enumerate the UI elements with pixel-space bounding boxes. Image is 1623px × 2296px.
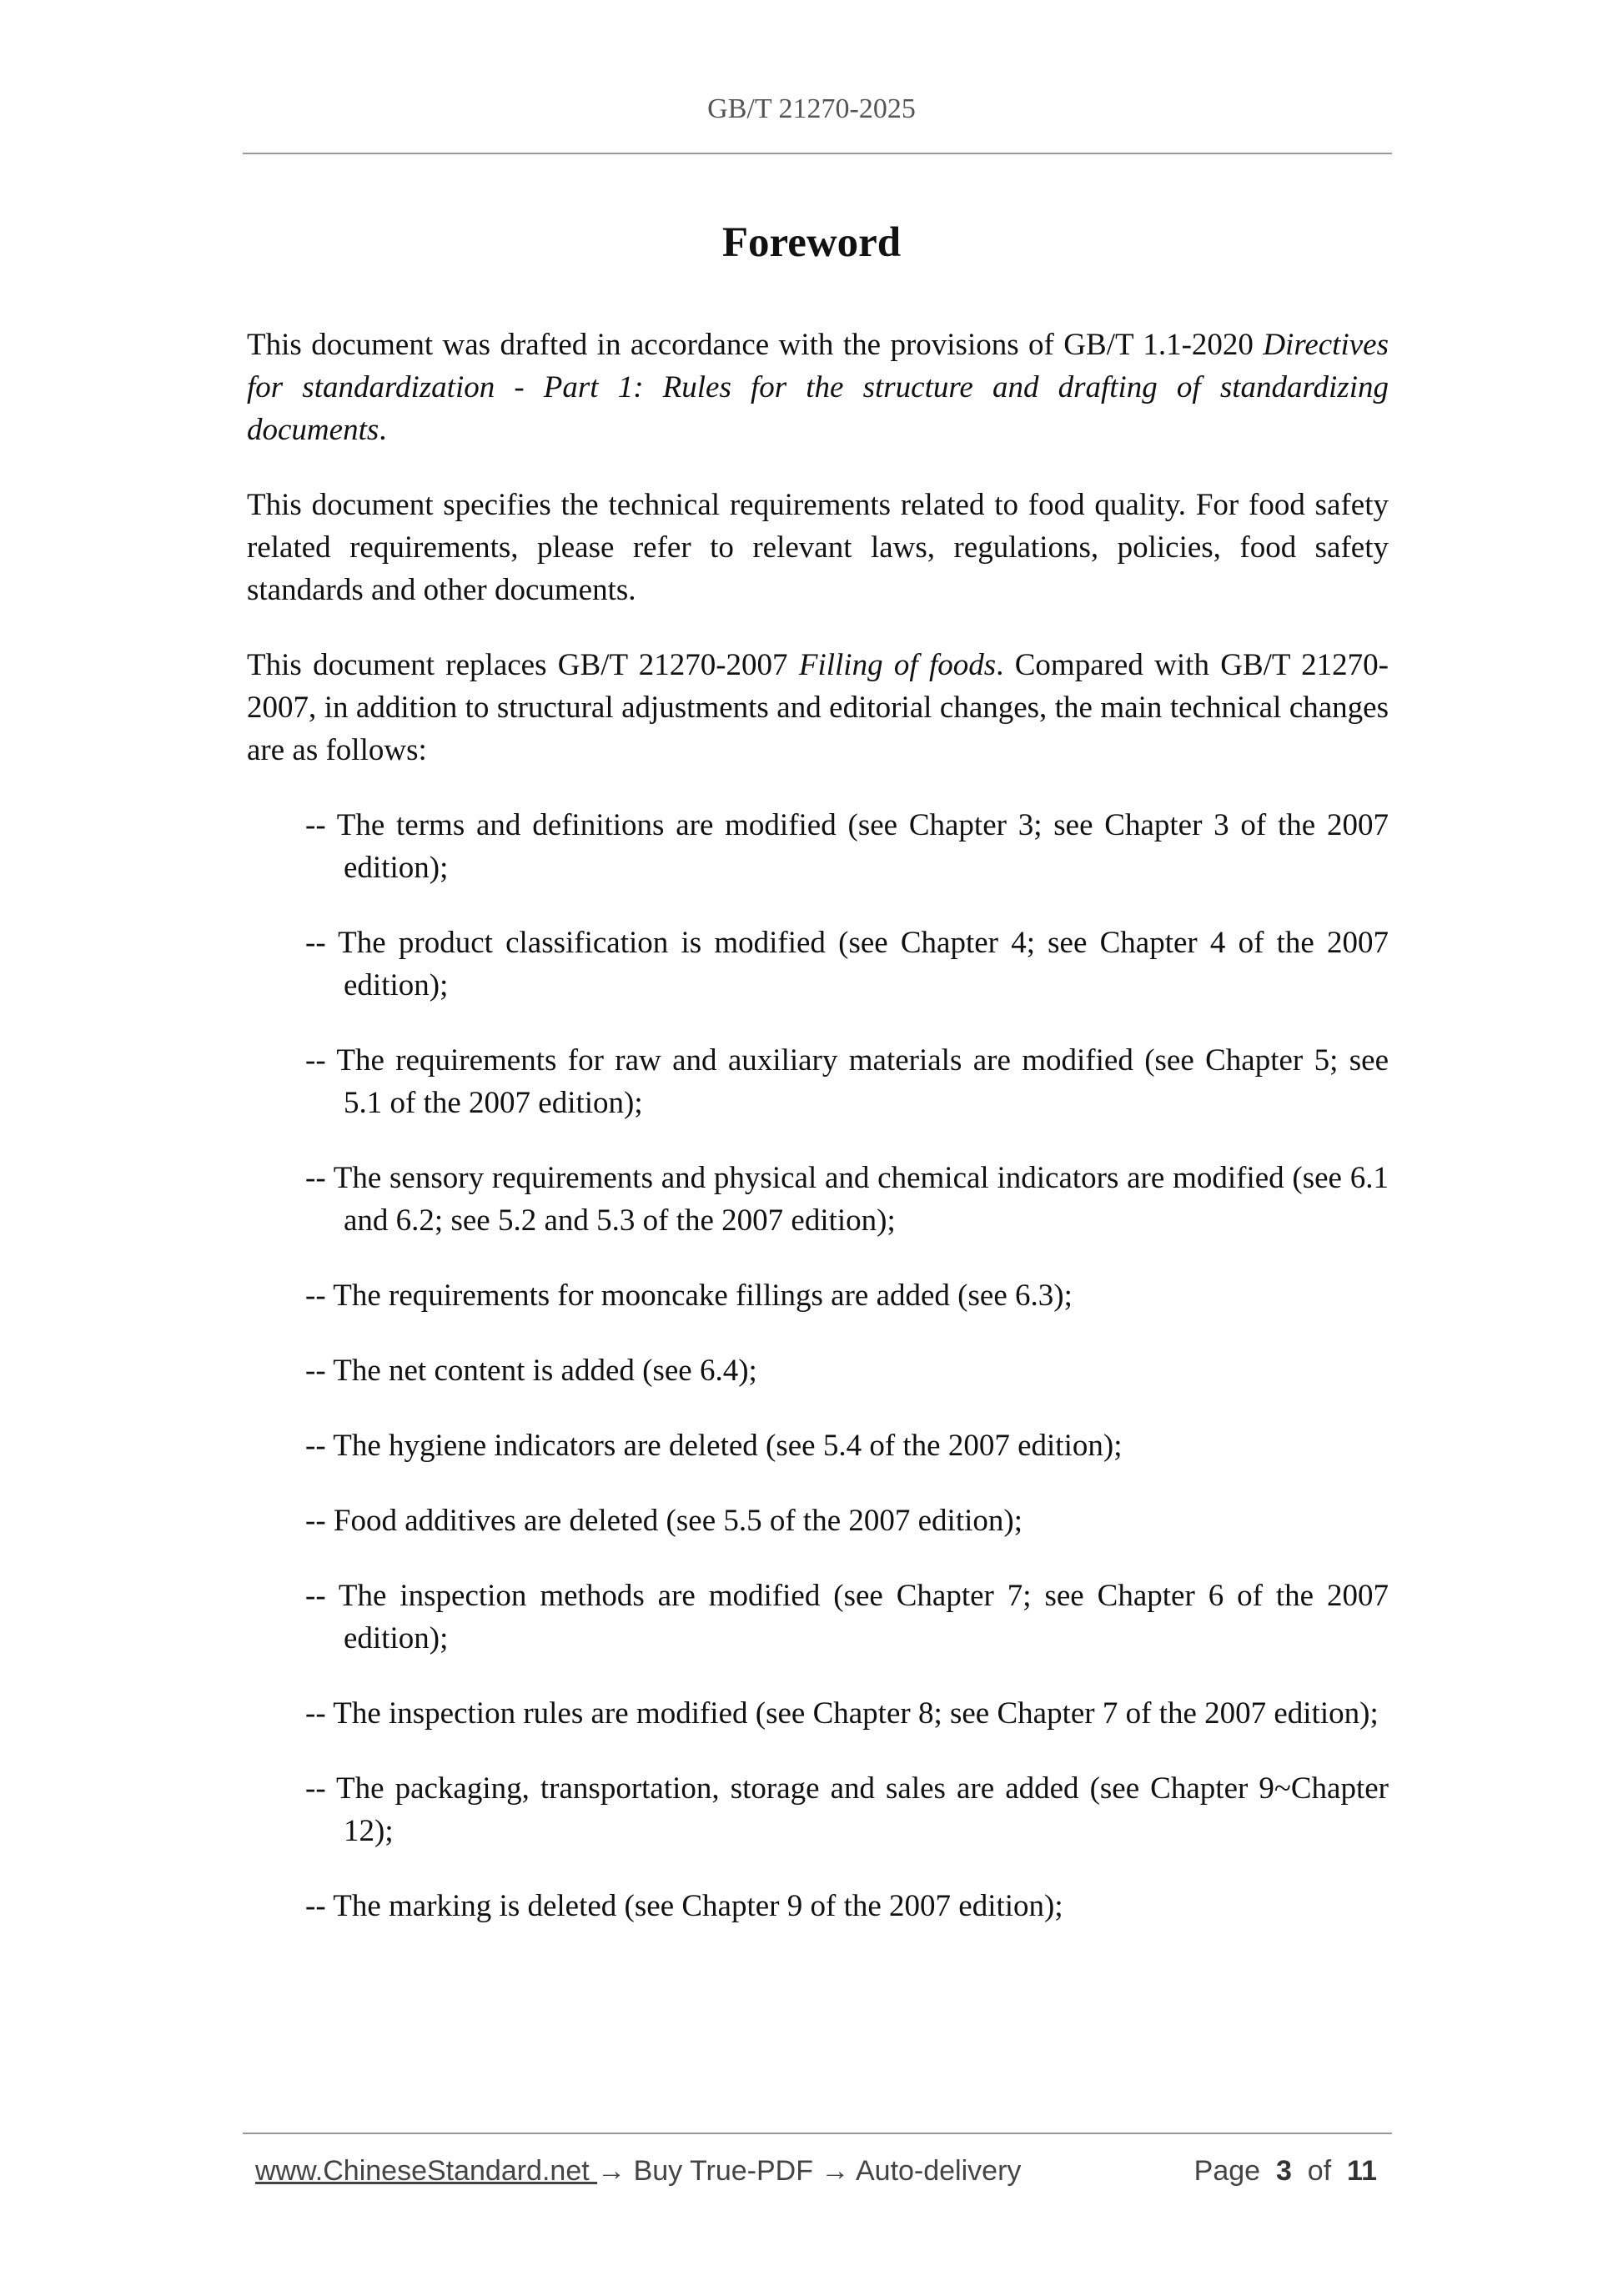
list-item: -- The product classification is modified (see Chapter 4; see Chapter 4 of the 2007 edition); (305, 926, 1389, 1002)
paragraph-drafting (247, 324, 1389, 451)
page-number (1194, 2155, 1377, 2188)
changes-list (247, 804, 1389, 1927)
text: This document was drafted in accordance with the provisions of GB/T 1.1-2020 (247, 328, 1264, 362)
text: This document replaces GB/T 21270-2007 (247, 648, 799, 682)
text: . Compared with GB/T 21270-2007, in addition to structural adjustments and editorial changes, the main technical changes are as follows: (247, 648, 1389, 767)
replaced-standard-title: Filling of foods (798, 648, 997, 682)
foreword-body (247, 324, 1389, 1960)
document-id-header: GB/T 21270-2025 (707, 93, 916, 124)
list-item: -- Food additives are deleted (see 5.5 of the 2007 edition); (305, 1504, 1023, 1538)
footer-divider (243, 2133, 1392, 2134)
list-item: -- The packaging, transportation, storage and sales are added (see Chapter 9~Chapter 12); (305, 1771, 1389, 1848)
list-item: -- The requirements for raw and auxiliary materials are modified (see Chapter 5; see 5.1 of the 2007 edition); (305, 1043, 1389, 1120)
footer-promo (255, 2155, 1021, 2188)
list-item: -- The hygiene indicators are deleted (see 5.4 of the 2007 edition); (305, 1429, 1123, 1463)
page-footer (255, 2155, 1377, 2188)
list-item: -- The net content is added (see 6.4); (305, 1354, 757, 1388)
page-label: Page (1193, 2155, 1261, 2187)
current-page: 3 (1275, 2155, 1292, 2187)
page-title: Foreword (721, 219, 902, 266)
text: . (379, 413, 387, 447)
list-item: -- The marking is deleted (see Chapter 9 of the 2007 edition); (305, 1889, 1063, 1923)
list-item: -- The terms and definitions are modified (see Chapter 3; see Chapter 3 of the 2007 edition); (305, 808, 1389, 885)
list-item: -- The inspection rules are modified (see Chapter 8; see Chapter 7 of the 2007 edition); (305, 1696, 1379, 1731)
list-item: -- The inspection methods are modified (see Chapter 7; see Chapter 6 of the 2007 edition); (305, 1579, 1389, 1655)
header-divider (243, 153, 1392, 154)
paragraph-scope: This document specifies the technical requirements related to food quality. For food safety related requirements, please refer to relevant laws, regulations, policies, food safety standards and other documents. (247, 488, 1389, 607)
promo-text: → Buy True-PDF → Auto-delivery (597, 2155, 1022, 2187)
of-label: of (1307, 2155, 1332, 2187)
list-item: -- The requirements for mooncake fillings are added (see 6.3); (305, 1279, 1073, 1313)
website-link[interactable]: www.ChineseStandard.net (255, 2155, 598, 2187)
list-item: -- The sensory requirements and physical and chemical indicators are modified (see 6.1 and 6.2; see 5.2 and 5.3 of the 2007 edition); (305, 1161, 1389, 1238)
total-pages: 11 (1347, 2155, 1377, 2187)
cited-standard-title: Directives for standardization - Part 1: Rules for the structure and drafting of standardizing documents (247, 328, 1389, 447)
paragraph-replaces (247, 644, 1389, 771)
